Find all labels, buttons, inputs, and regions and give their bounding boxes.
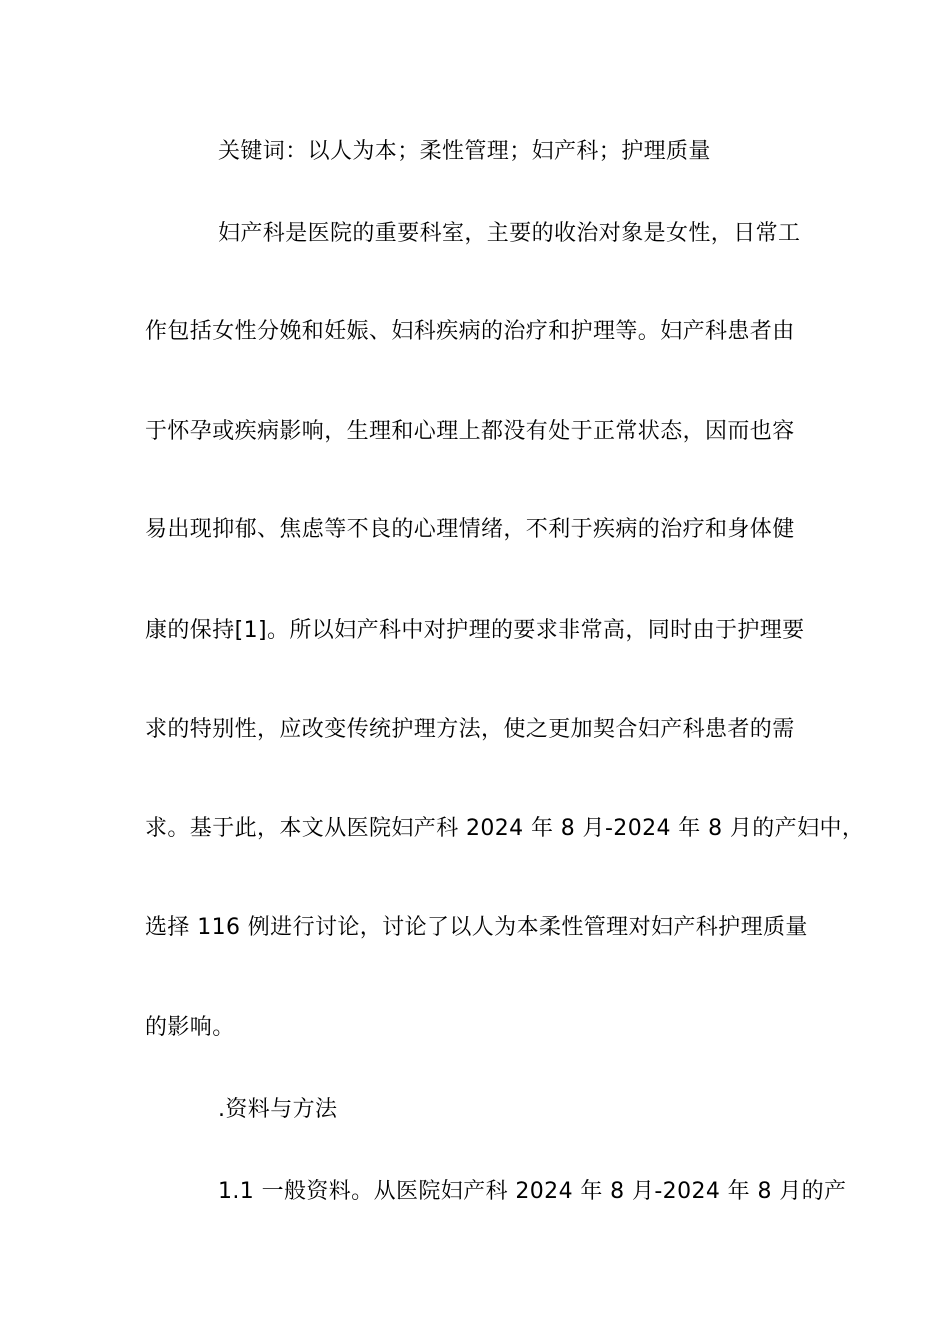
paragraph-line: 易出现抑郁、焦虑等不良的心理情绪，不利于疾病的治疗和身体健: [145, 517, 795, 542]
paragraph-line: 求的特别性，应改变传统护理方法，使之更加契合妇产科患者的需: [145, 717, 795, 742]
paragraph-line: 选择 116 例进行讨论，讨论了以人为本柔性管理对妇产科护理质量: [145, 915, 808, 940]
keywords-line: 关键词：以人为本；柔性管理；妇产科；护理质量: [218, 139, 711, 164]
paragraph-line: 康的保持[1]。所以妇产科中对护理的要求非常高，同时由于护理要: [145, 618, 805, 643]
section-heading: .资料与方法: [218, 1097, 338, 1122]
paragraph-line: 的影响。: [145, 1015, 235, 1040]
subsection-line: 1.1 一般资料。从医院妇产科 2024 年 8 月-2024 年 8 月的产: [218, 1179, 847, 1204]
paragraph-line: 于怀孕或疾病影响，生理和心理上都没有处于正常状态，因而也容: [145, 419, 795, 444]
paragraph-line: 求。基于此，本文从医院妇产科 2024 年 8 月-2024 年 8 月的产妇中，: [145, 816, 865, 841]
paragraph-line: 作包括女性分娩和妊娠、妇科疾病的治疗和护理等。妇产科患者由: [145, 319, 795, 344]
paragraph-line: 妇产科是医院的重要科室，主要的收治对象是女性，日常工: [218, 221, 801, 246]
